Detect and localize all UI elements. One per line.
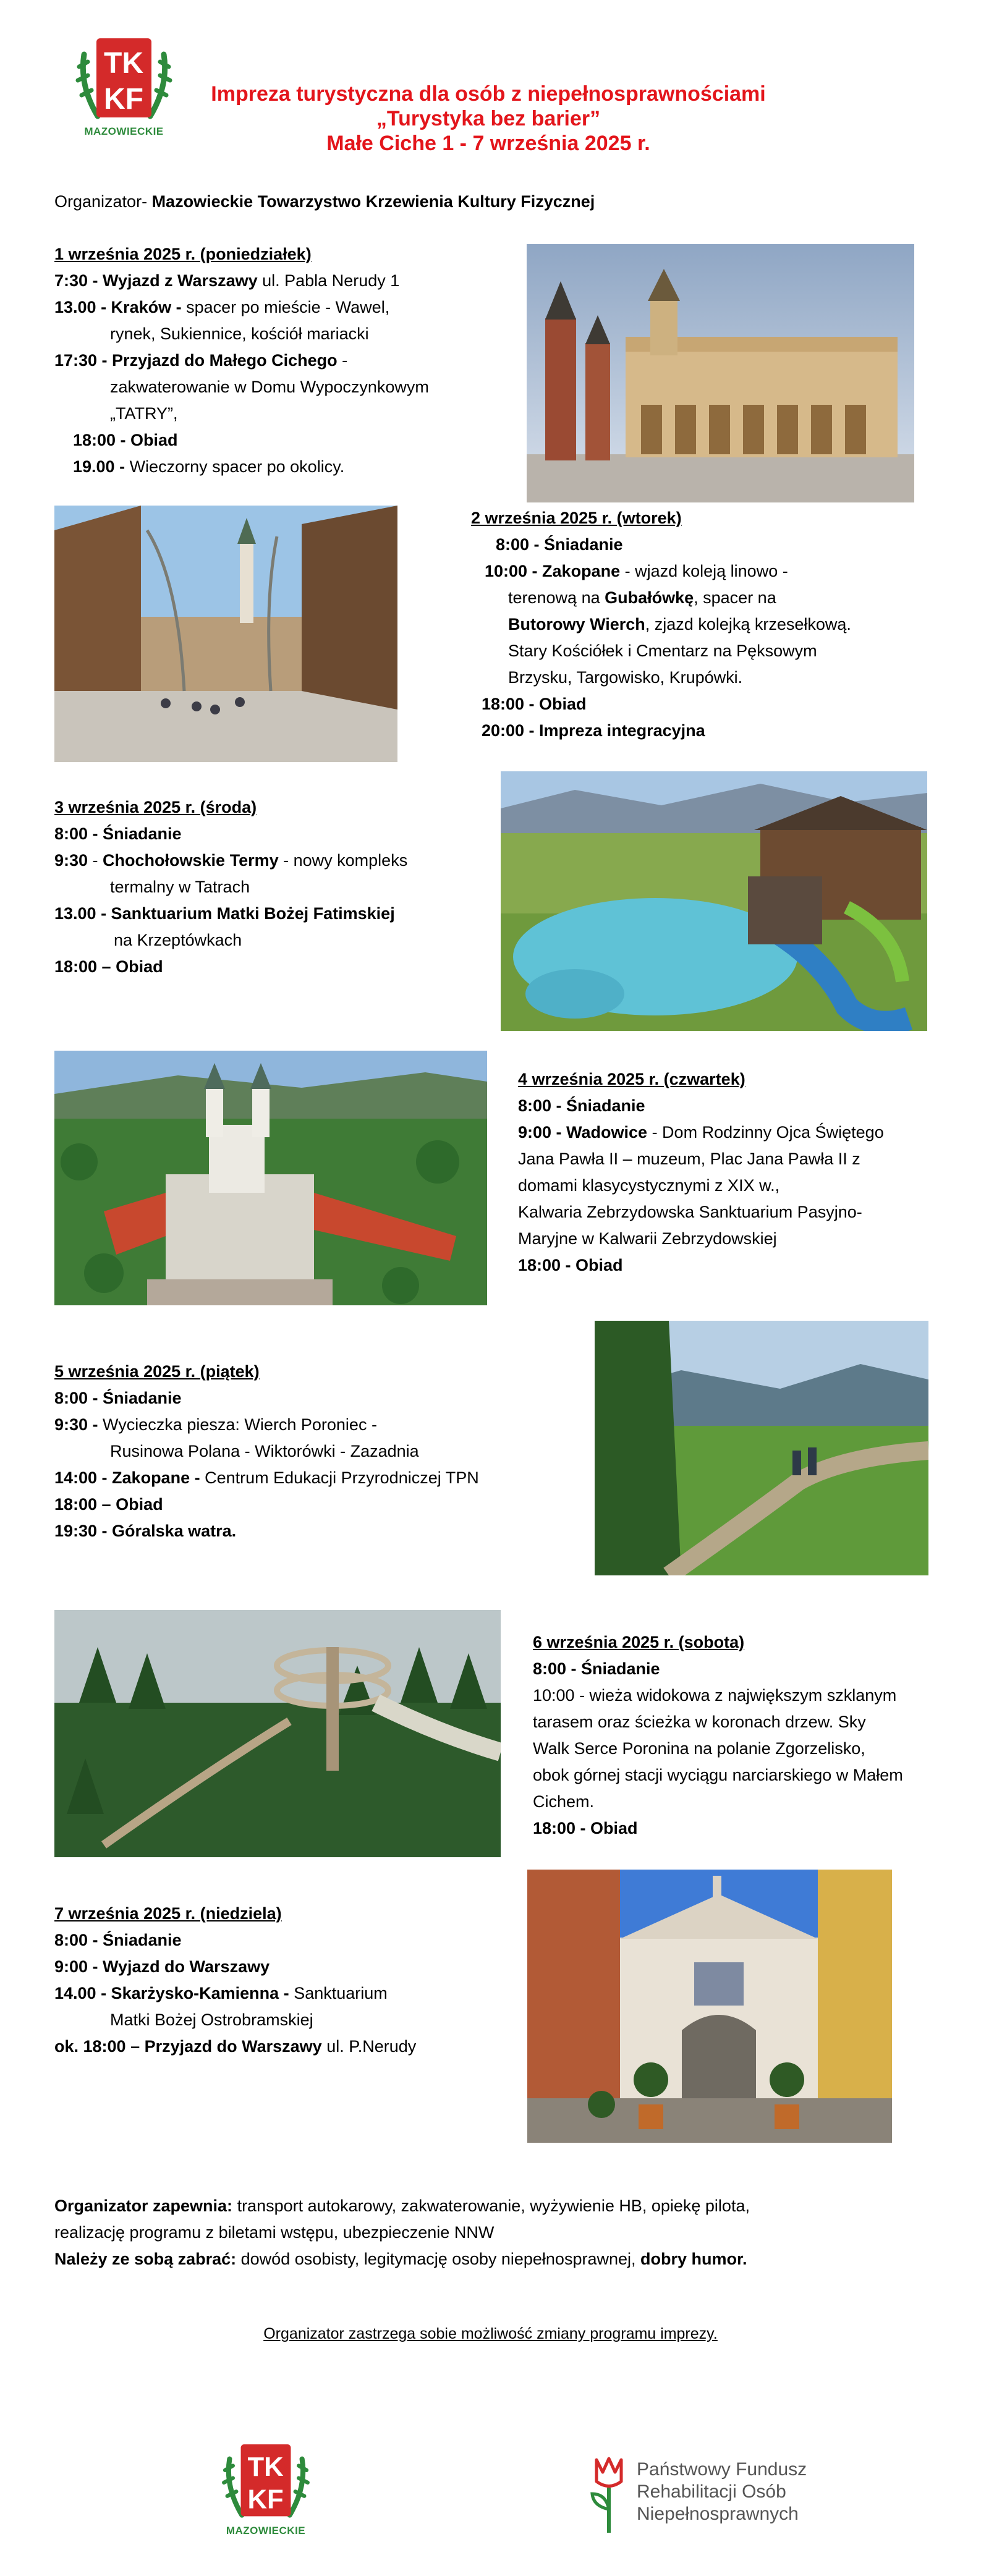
- day5-item-text: Centrum Edukacji Przyrodniczej TPN: [200, 1468, 479, 1487]
- photo-mountain-trail: [595, 1321, 928, 1575]
- day1-item-text: Wieczorny spacer po okolicy.: [125, 457, 345, 476]
- day3-item-place: Chochołowskie Termy: [103, 851, 279, 870]
- svg-text:TK: TK: [104, 47, 143, 80]
- day2-item-place: Gubałówkę: [605, 588, 694, 607]
- day2-heading: 2 września 2025 r. (wtorek): [471, 509, 682, 527]
- day2-item-text: terenową na: [508, 588, 605, 607]
- day2-item-text: , spacer na: [694, 588, 776, 607]
- day1-item-text: spacer po mieście - Wawel,: [181, 298, 390, 316]
- day7-heading: 7 września 2025 r. (niedziela): [54, 1904, 282, 1923]
- day3-item-text: -: [88, 851, 103, 870]
- day1-item-time: 7:30 - Wyjazd z Warszawy: [54, 271, 258, 290]
- disclaimer: Organizator zastrzega sobie możliwość zmiany programu imprezy.: [263, 2325, 718, 2342]
- day3-item-time: 8:00 - Śniadanie: [54, 824, 182, 843]
- day6-section: [533, 1629, 966, 1842]
- event-dates: Małe Ciche 1 - 7 września 2025 r.: [326, 132, 650, 155]
- bring-label: Należy ze sobą zabrać:: [54, 2250, 237, 2268]
- day1-item-text: zakwaterowanie w Domu Wypoczynkowym: [110, 378, 429, 396]
- day1-item-text: ul. Pabla Nerudy 1: [257, 271, 400, 290]
- bring-humor: dobry humor.: [640, 2250, 747, 2268]
- day2-item-time: 20:00 - Impreza integracyjna: [482, 721, 705, 740]
- day5-section: [54, 1358, 561, 1544]
- tkkf-logo-icon: [219, 2441, 312, 2522]
- svg-text:KF: KF: [104, 83, 143, 116]
- day4-item-text: - Dom Rodzinny Ojca Świętego: [647, 1123, 884, 1142]
- photo-sky-walk: [54, 1610, 501, 1857]
- tkkf-logo-bottom: [219, 2441, 312, 2540]
- svg-text:KF: KF: [247, 2485, 284, 2515]
- tkkf-logo-label: MAZOWIECKIE: [84, 125, 164, 137]
- organizer-label: Organizator-: [54, 192, 152, 211]
- day6-item-time: 8:00 - Śniadanie: [533, 1659, 660, 1678]
- day7-item-text: ul. P.Nerudy: [321, 2037, 417, 2056]
- svg-text:TK: TK: [247, 2452, 284, 2482]
- day6-item-text: 10:00 - wieża widokowa z największym szklanym: [533, 1686, 897, 1705]
- day6-heading: 6 września 2025 r. (sobota): [533, 1633, 745, 1651]
- day4-item-text: Maryjne w Kalwarii Zebrzydowskiej: [518, 1229, 777, 1248]
- photo-kalwaria-zebrzydowska: [54, 1051, 487, 1305]
- day2-section: [471, 505, 941, 744]
- photo-zakopane-krupowki: [54, 506, 397, 762]
- event-name: „Turystyka bez barier”: [376, 107, 601, 130]
- event-title: Impreza turystyczna dla osób z niepełnosprawnościami: [211, 82, 766, 106]
- day3-item-time: 9:30: [54, 851, 88, 870]
- day4-heading: 4 września 2025 r. (czwartek): [518, 1070, 745, 1088]
- bring-text: dowód osobisty, legitymację osoby niepełnosprawnej,: [236, 2250, 641, 2268]
- day6-item-text: Walk Serce Poronina na polanie Zgorzelisko,: [533, 1739, 865, 1758]
- day1-item-text: -: [337, 351, 348, 370]
- day3-section: [54, 794, 499, 980]
- tkkf-logo-top: [73, 36, 175, 141]
- day2-item-text: Brzysku, Targowisko, Krupówki.: [508, 668, 743, 687]
- day2-item-time: 18:00 - Obiad: [482, 695, 587, 713]
- photo-ostra-brama-sanctuary: [527, 1870, 892, 2143]
- day4-item-text: Jana Pawła II – muzeum, Plac Jana Pawła II z: [518, 1150, 860, 1168]
- day2-item-time: 10:00 - Zakopane: [485, 562, 621, 580]
- day1-item-time: 17:30 - Przyjazd do Małego Cichego: [54, 351, 338, 370]
- day3-item-text: na Krzeptówkach: [114, 931, 242, 949]
- day6-item-text: Cichem.: [533, 1792, 595, 1811]
- pfron-line2: Rehabilitacji Osób: [637, 2481, 786, 2502]
- tkkf-logo-label: MAZOWIECKIE: [226, 2525, 306, 2536]
- event-title-block: [185, 82, 791, 156]
- day1-item-text: „TATRY”,: [110, 404, 178, 423]
- day6-item-text: obok górnej stacji wyciągu narciarskiego w Małem: [533, 1766, 903, 1784]
- footer-info: [54, 2193, 920, 2273]
- day1-section: [54, 241, 512, 480]
- provides-text: realizację programu z biletami wstępu, ubezpieczenie NNW: [54, 2223, 495, 2242]
- day7-item-text: Matki Bożej Ostrobramskiej: [110, 2010, 313, 2029]
- day3-item-text: - nowy kompleks: [278, 851, 408, 870]
- day2-item-time: 8:00 - Śniadanie: [496, 535, 623, 554]
- day5-item-text: Wycieczka piesza: Wierch Poroniec -: [98, 1415, 377, 1434]
- pfron-line1: Państwowy Fundusz: [637, 2459, 807, 2480]
- day5-item-text: Rusinowa Polana - Wiktorówki - Zazadnia: [110, 1442, 419, 1460]
- day3-heading: 3 września 2025 r. (środa): [54, 798, 257, 816]
- day2-item-text: - wjazd koleją linowo -: [620, 562, 788, 580]
- day2-item-text: , zjazd kolejką krzesełkową.: [645, 615, 851, 633]
- provides-text: transport autokarowy, zakwaterowanie, wyżywienie HB, opiekę pilota,: [232, 2197, 750, 2215]
- tulip-icon: [587, 2454, 631, 2534]
- day2-item-text: Stary Kościółek i Cmentarz na Pęksowym: [508, 642, 817, 660]
- organizer-name: Mazowieckie Towarzystwo Krzewienia Kultury Fizycznej: [151, 192, 595, 211]
- day4-item-text: Kalwaria Zebrzydowska Sanktuarium Pasyjno-: [518, 1203, 862, 1221]
- organizer-line: [54, 189, 595, 215]
- day4-item-time: 18:00 - Obiad: [518, 1256, 623, 1274]
- day5-item-time: 19:30 - Góralska watra.: [54, 1522, 237, 1540]
- day1-item-text: rynek, Sukiennice, kościół mariacki: [110, 324, 369, 343]
- day7-item-time: 8:00 - Śniadanie: [54, 1931, 182, 1949]
- day1-item-time: 13.00 - Kraków -: [54, 298, 182, 316]
- pfron-line3: Niepełnosprawnych: [637, 2504, 799, 2524]
- day4-item-time: 9:00 - Wadowice: [518, 1123, 648, 1142]
- day1-heading: 1 września 2025 r. (poniedziałek): [54, 245, 312, 263]
- day1-item-time: 18:00 - Obiad: [73, 431, 178, 449]
- day5-item-time: 9:30 -: [54, 1415, 98, 1434]
- day4-section: [518, 1066, 951, 1279]
- day2-item-place: Butorowy Wierch: [508, 615, 645, 633]
- photo-krakow-cloth-hall: [527, 244, 914, 502]
- day7-item-text: Sanktuarium: [289, 1984, 388, 2002]
- day7-item-time: 14.00 - Skarżysko-Kamienna -: [54, 1984, 289, 2002]
- day5-item-time: 18:00 – Obiad: [54, 1495, 163, 1514]
- day7-item-time: ok. 18:00 – Przyjazd do Warszawy: [54, 2037, 322, 2056]
- day7-item-time: 9:00 - Wyjazd do Warszawy: [54, 1957, 270, 1976]
- day5-item-time: 8:00 - Śniadanie: [54, 1389, 182, 1407]
- day6-item-text: tarasem oraz ścieżka w koronach drzew. Sky: [533, 1713, 866, 1731]
- day1-item-time: 19.00 -: [73, 457, 125, 476]
- day5-heading: 5 września 2025 r. (piątek): [54, 1362, 260, 1381]
- tkkf-logo-icon: [73, 36, 175, 122]
- day3-item-text: termalny w Tatrach: [110, 878, 250, 896]
- day6-item-time: 18:00 - Obiad: [533, 1819, 638, 1837]
- photo-chocholowskie-termy: [501, 771, 927, 1031]
- pfron-logo: [587, 2454, 878, 2534]
- day4-item-time: 8:00 - Śniadanie: [518, 1096, 645, 1115]
- day4-item-text: domami klasycystycznymi z XIX w.,: [518, 1176, 780, 1195]
- day3-item-time: 18:00 – Obiad: [54, 957, 163, 976]
- day3-item-time: 13.00 - Sanktuarium Matki Bożej Fatimskiej: [54, 904, 395, 923]
- provides-label: Organizator zapewnia:: [54, 2197, 233, 2215]
- day7-section: [54, 1900, 524, 2060]
- day5-item-time: 14:00 - Zakopane -: [54, 1468, 200, 1487]
